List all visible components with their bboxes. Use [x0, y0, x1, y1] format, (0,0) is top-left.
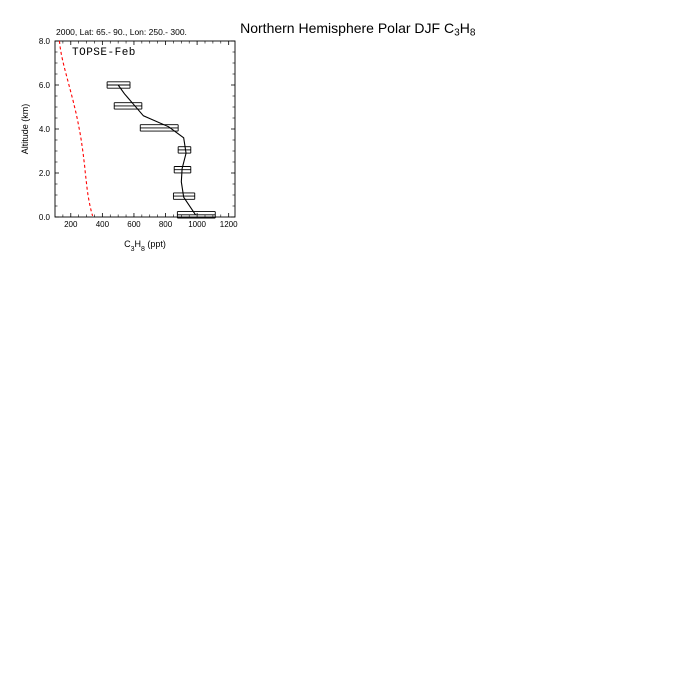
legend-label-topse-feb: TOPSE-Feb — [72, 47, 136, 59]
y-tick-label: 4.0 — [38, 125, 50, 134]
x-axis-title: $C_3H_8$ (ppt) — [124, 239, 166, 253]
figure-title-text-mid: H — [459, 20, 470, 36]
figure-title-sub-8: 8 — [469, 27, 476, 39]
axes-frame — [55, 41, 235, 217]
figure-subtitle: 2000, Lat: 65.- 90., Lon: 250.- 300. — [56, 27, 187, 37]
x-tick-label: 400 — [95, 220, 110, 229]
x-tick-label: 800 — [158, 220, 173, 229]
x-tick-label: 1000 — [188, 220, 207, 229]
axis-ticks — [55, 41, 235, 217]
axis-tick-labels — [39, 37, 238, 229]
x-tick-label: 200 — [64, 220, 78, 229]
error-bar — [178, 147, 191, 153]
y-tick-label: 8.0 — [38, 37, 50, 46]
figure-title-sub-3: 3 — [454, 27, 460, 39]
y-tick-label: 6.0 — [38, 81, 50, 90]
y-axis-title: Altitude (km) — [20, 103, 30, 155]
series-line-model — [59, 41, 92, 216]
y-tick-label: 2.0 — [38, 169, 50, 178]
y-tick-label: 0.0 — [38, 213, 50, 222]
error-bar — [107, 82, 130, 88]
figure-title-text-pre: Northern Hemisphere Polar DJF C — [240, 20, 455, 36]
data-series — [59, 41, 215, 218]
error-bar — [114, 103, 142, 109]
x-tick-label: 600 — [127, 220, 141, 229]
x-tick-label: 1200 — [219, 220, 238, 229]
